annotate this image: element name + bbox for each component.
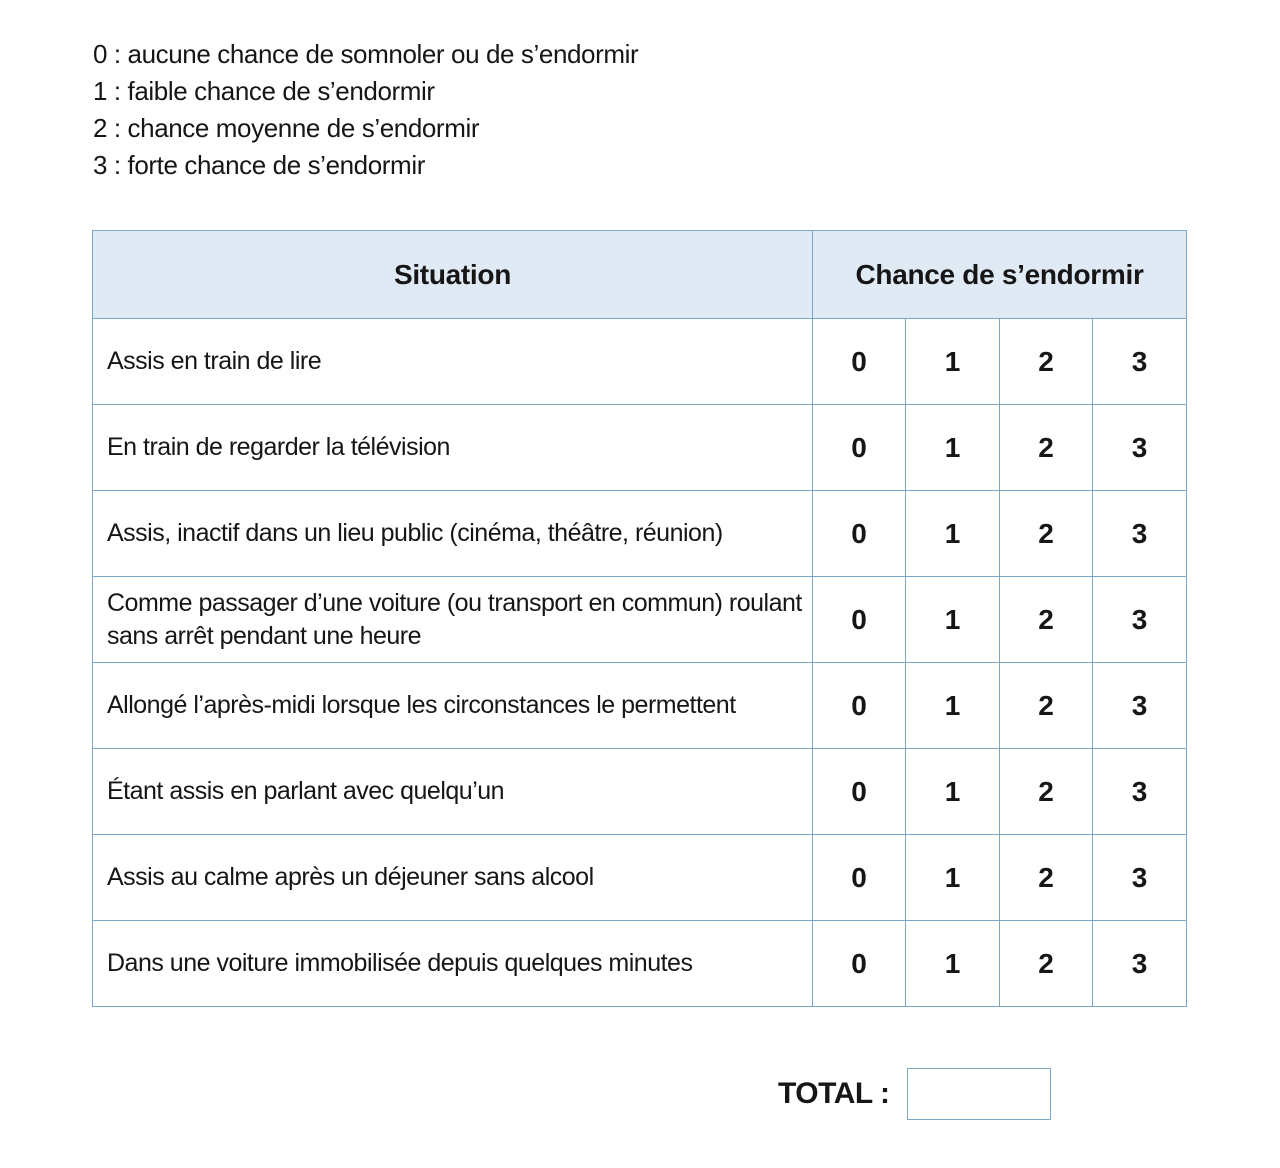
table-row bbox=[93, 405, 1187, 491]
score-option[interactable]: 2 bbox=[1000, 405, 1093, 491]
table-row bbox=[93, 491, 1187, 577]
score-option[interactable]: 3 bbox=[1093, 577, 1187, 663]
legend-item: 3 : forte chance de s’endormir bbox=[93, 150, 425, 180]
legend-item: 0 : aucune chance de somnoler ou de s’endormir bbox=[93, 39, 639, 69]
score-option[interactable]: 3 bbox=[1093, 749, 1187, 835]
score-option[interactable]: 0 bbox=[813, 749, 906, 835]
score-option[interactable]: 0 bbox=[813, 491, 906, 577]
table-row bbox=[93, 921, 1187, 1007]
table-header-row bbox=[93, 231, 1187, 319]
score-option[interactable]: 2 bbox=[1000, 491, 1093, 577]
epworth-table bbox=[92, 230, 1187, 1007]
score-option[interactable]: 1 bbox=[906, 835, 1000, 921]
score-option[interactable]: 0 bbox=[813, 663, 906, 749]
table-row bbox=[93, 663, 1187, 749]
score-option[interactable]: 1 bbox=[906, 577, 1000, 663]
situation-cell: En train de regarder la télévision bbox=[93, 405, 813, 491]
situation-cell: Allongé l’après-midi lorsque les circonstances le permettent bbox=[93, 663, 813, 749]
score-option[interactable]: 2 bbox=[1000, 319, 1093, 405]
score-option[interactable]: 2 bbox=[1000, 749, 1093, 835]
score-option[interactable]: 1 bbox=[906, 491, 1000, 577]
situation-cell: Assis en train de lire bbox=[93, 319, 813, 405]
score-option[interactable]: 0 bbox=[813, 577, 906, 663]
score-option[interactable]: 3 bbox=[1093, 405, 1187, 491]
score-option[interactable]: 0 bbox=[813, 319, 906, 405]
score-option[interactable]: 3 bbox=[1093, 491, 1187, 577]
table-row bbox=[93, 319, 1187, 405]
score-legend bbox=[93, 36, 638, 184]
score-option[interactable]: 1 bbox=[906, 749, 1000, 835]
score-option[interactable]: 3 bbox=[1093, 663, 1187, 749]
total-input[interactable] bbox=[907, 1068, 1051, 1120]
score-option[interactable]: 2 bbox=[1000, 835, 1093, 921]
score-option[interactable]: 3 bbox=[1093, 319, 1187, 405]
score-option[interactable]: 2 bbox=[1000, 921, 1093, 1007]
total-label: TOTAL : bbox=[778, 1077, 890, 1110]
score-option[interactable]: 2 bbox=[1000, 663, 1093, 749]
score-option[interactable]: 1 bbox=[906, 921, 1000, 1007]
score-option[interactable]: 3 bbox=[1093, 835, 1187, 921]
table-row bbox=[93, 749, 1187, 835]
situation-cell: Assis, inactif dans un lieu public (cinéma, théâtre, réunion) bbox=[93, 491, 813, 577]
score-option[interactable]: 0 bbox=[813, 921, 906, 1007]
score-option[interactable]: 2 bbox=[1000, 577, 1093, 663]
chance-header: Chance de s’endormir bbox=[813, 231, 1187, 319]
situation-cell: Assis au calme après un déjeuner sans alcool bbox=[93, 835, 813, 921]
legend-item: 1 : faible chance de s’endormir bbox=[93, 76, 435, 106]
score-option[interactable]: 1 bbox=[906, 319, 1000, 405]
score-option[interactable]: 1 bbox=[906, 663, 1000, 749]
score-option[interactable]: 3 bbox=[1093, 921, 1187, 1007]
total-section bbox=[778, 1068, 1051, 1120]
table-row bbox=[93, 835, 1187, 921]
score-option[interactable]: 0 bbox=[813, 405, 906, 491]
score-option[interactable]: 1 bbox=[906, 405, 1000, 491]
legend-item: 2 : chance moyenne de s’endormir bbox=[93, 113, 480, 143]
table-row bbox=[93, 577, 1187, 663]
situation-header: Situation bbox=[93, 231, 813, 319]
situation-cell: Étant assis en parlant avec quelqu’un bbox=[93, 749, 813, 835]
situation-cell: Dans une voiture immobilisée depuis quelques minutes bbox=[93, 921, 813, 1007]
table-body bbox=[93, 319, 1187, 1007]
situation-cell: Comme passager d’une voiture (ou transport en commun) roulant sans arrêt pendant une heure bbox=[93, 577, 813, 663]
score-option[interactable]: 0 bbox=[813, 835, 906, 921]
